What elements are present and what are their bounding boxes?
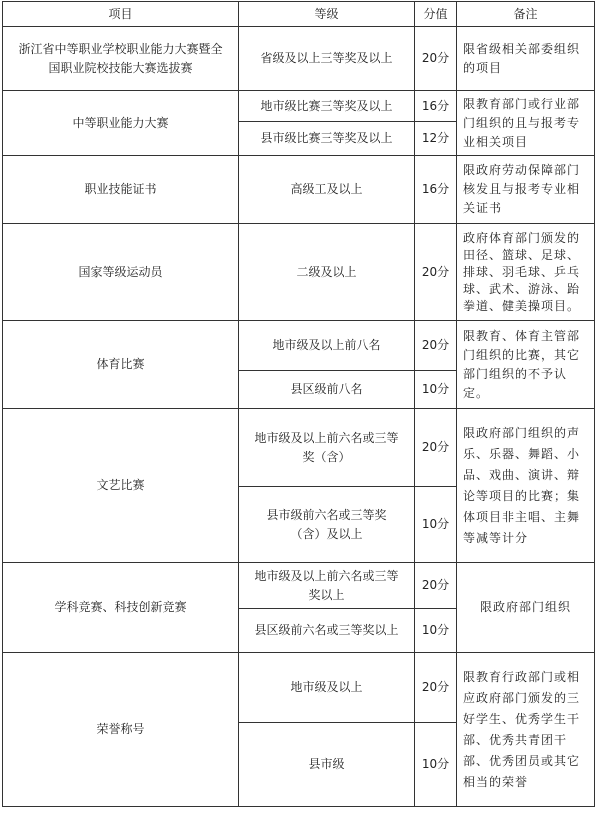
project-cell: 体育比赛 (3, 321, 239, 409)
note-cell: 限政府部门组织 (457, 563, 595, 653)
project-cell: 中等职业能力大赛 (3, 91, 239, 156)
score-cell: 10分 (415, 723, 457, 807)
level-cell: 地市级及以上前八名 (239, 321, 415, 371)
header-score: 分值 (415, 2, 457, 27)
level-cell: 县区级前八名 (239, 371, 415, 409)
table-row (3, 563, 595, 609)
table-row (3, 27, 595, 91)
note-cell: 限教育行政部门或相应政府部门颁发的三好学生、优秀学生干部、优秀共青团干部、优秀团员或其它相当的荣誉 (457, 653, 595, 807)
score-cell: 16分 (415, 91, 457, 122)
level-cell: 地市级及以上前六名或三等奖以上 (239, 563, 415, 609)
note-cell: 限教育、体育主管部门组织的比赛，其它部门组织的不予认定。 (457, 321, 595, 409)
score-cell: 20分 (415, 653, 457, 723)
project-cell: 文艺比赛 (3, 409, 239, 563)
project-cell: 荣誉称号 (3, 653, 239, 807)
note-cell: 限政府部门组织的声乐、乐器、舞蹈、小品、戏曲、演讲、辩论等项目的比赛；集体项目非主唱、主舞等减等计分 (457, 409, 595, 563)
level-cell: 地市级比赛三等奖及以上 (239, 91, 415, 122)
scoring-table (2, 1, 595, 807)
score-cell: 10分 (415, 371, 457, 409)
score-cell: 10分 (415, 609, 457, 653)
score-cell: 16分 (415, 156, 457, 224)
project-cell: 学科竞赛、科技创新竞赛 (3, 563, 239, 653)
table-row (3, 321, 595, 371)
level-cell: 二级及以上 (239, 224, 415, 321)
score-cell: 20分 (415, 224, 457, 321)
level-cell: 县市级比赛三等奖及以上 (239, 122, 415, 156)
table-row (3, 409, 595, 487)
header-row (3, 2, 595, 27)
level-cell: 地市级及以上 (239, 653, 415, 723)
score-cell: 20分 (415, 563, 457, 609)
header-note: 备注 (457, 2, 595, 27)
level-cell: 省级及以上三等奖及以上 (239, 27, 415, 91)
note-cell: 限省级相关部委组织的项目 (457, 27, 595, 91)
level-cell: 县市级前六名或三等奖（含）及以上 (239, 487, 415, 563)
score-cell: 20分 (415, 27, 457, 91)
note-cell: 政府体育部门颁发的田径、篮球、足球、排球、羽毛球、乒乓球、武术、游泳、跆拳道、健美操项目。 (457, 224, 595, 321)
score-cell: 12分 (415, 122, 457, 156)
note-cell: 限政府劳动保障部门核发且与报考专业相关证书 (457, 156, 595, 224)
header-project: 项目 (3, 2, 239, 27)
project-cell: 浙江省中等职业学校职业能力大赛暨全国职业院校技能大赛选拔赛 (3, 27, 239, 91)
score-cell: 20分 (415, 321, 457, 371)
table-row (3, 156, 595, 224)
score-cell: 10分 (415, 487, 457, 563)
project-cell: 职业技能证书 (3, 156, 239, 224)
table-row (3, 224, 595, 321)
level-cell: 县区级前六名或三等奖以上 (239, 609, 415, 653)
level-cell: 地市级及以上前六名或三等奖（含） (239, 409, 415, 487)
level-cell: 高级工及以上 (239, 156, 415, 224)
table-row (3, 91, 595, 122)
score-cell: 20分 (415, 409, 457, 487)
note-cell: 限教育部门或行业部门组织的且与报考专业相关项目 (457, 91, 595, 156)
header-level: 等级 (239, 2, 415, 27)
table-row (3, 653, 595, 723)
level-cell: 县市级 (239, 723, 415, 807)
project-cell: 国家等级运动员 (3, 224, 239, 321)
